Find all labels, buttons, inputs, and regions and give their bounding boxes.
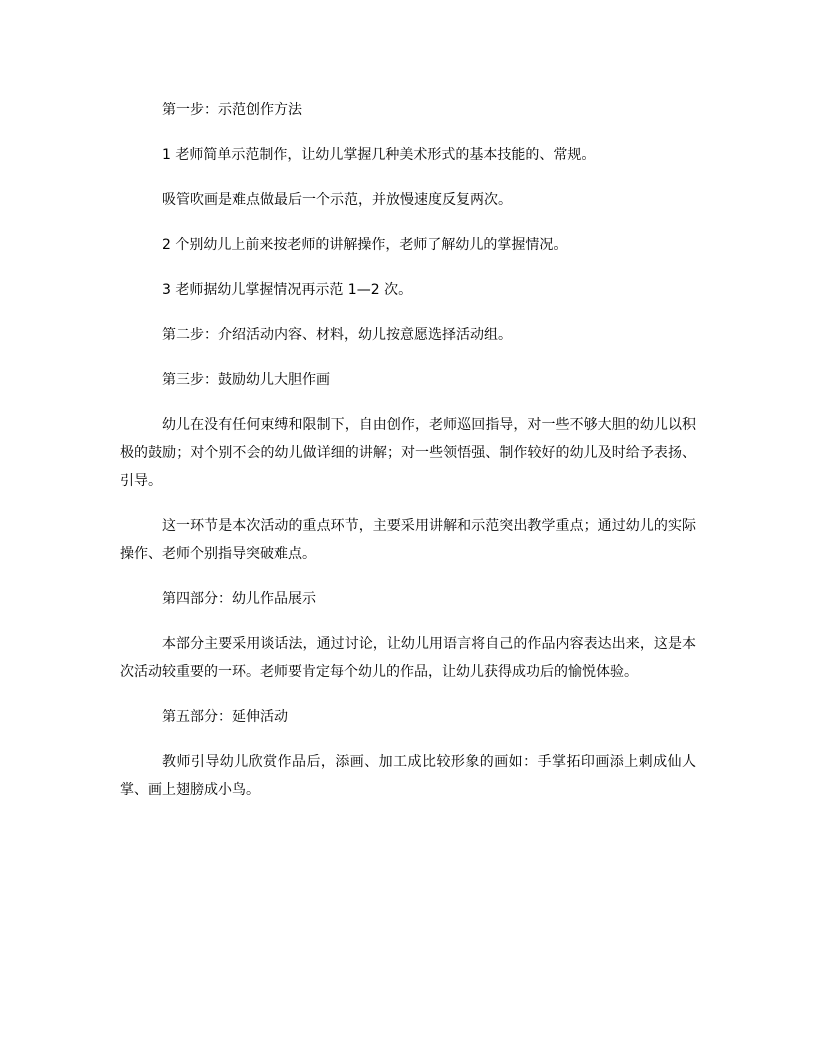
heading-step-three: 第三步：鼓励幼儿大胆作画 [162,372,330,388]
heading-part-four: 第四部分：幼儿作品展示 [162,591,316,607]
heading-part-five: 第五部分：延伸活动 [162,709,288,725]
heading-step-one: 第一步：示范创作方法 [162,102,302,118]
paragraph-straw-painting: 吸管吹画是难点做最后一个示范，并放慢速度反复两次。 [162,192,512,208]
paragraph-demo-2: 2 个别幼儿上前来按老师的讲解操作，老师了解幼儿的掌握情况。 [162,237,568,253]
heading-step-two: 第二步：介绍活动内容、材料，幼儿按意愿选择活动组。 [162,327,512,343]
document-body [120,96,696,821]
paragraph-demo-1: 1 老师简单示范制作，让幼儿掌握几种美术形式的基本技能的、常规。 [162,147,596,163]
paragraph-extension: 教师引导幼儿欣赏作品后，添画、加工成比较形象的画如：手掌拓印画添上刺成仙人掌、画上翅膀成小鸟。 [120,754,696,798]
paragraph-work-display: 本部分主要采用谈话法，通过讨论，让幼儿用语言将自己的作品内容表达出来，这是本次活动较重要的一环。老师要肯定每个幼儿的作品，让幼儿获得成功后的愉悦体验。 [120,636,696,680]
paragraph-free-creation: 幼儿在没有任何束缚和限制下，自由创作，老师巡回指导，对一些不够大胆的幼儿以积极的鼓励；对个别不会的幼儿做详细的讲解；对一些领悟强、制作较好的幼儿及时给予表扬、引导。 [120,417,696,489]
paragraph-key-segment: 这一环节是本次活动的重点环节，主要采用讲解和示范突出教学重点；通过幼儿的实际操作、老师个别指导突破难点。 [120,518,696,562]
paragraph-demo-3: 3 老师据幼儿掌握情况再示范 1—2 次。 [162,282,413,298]
